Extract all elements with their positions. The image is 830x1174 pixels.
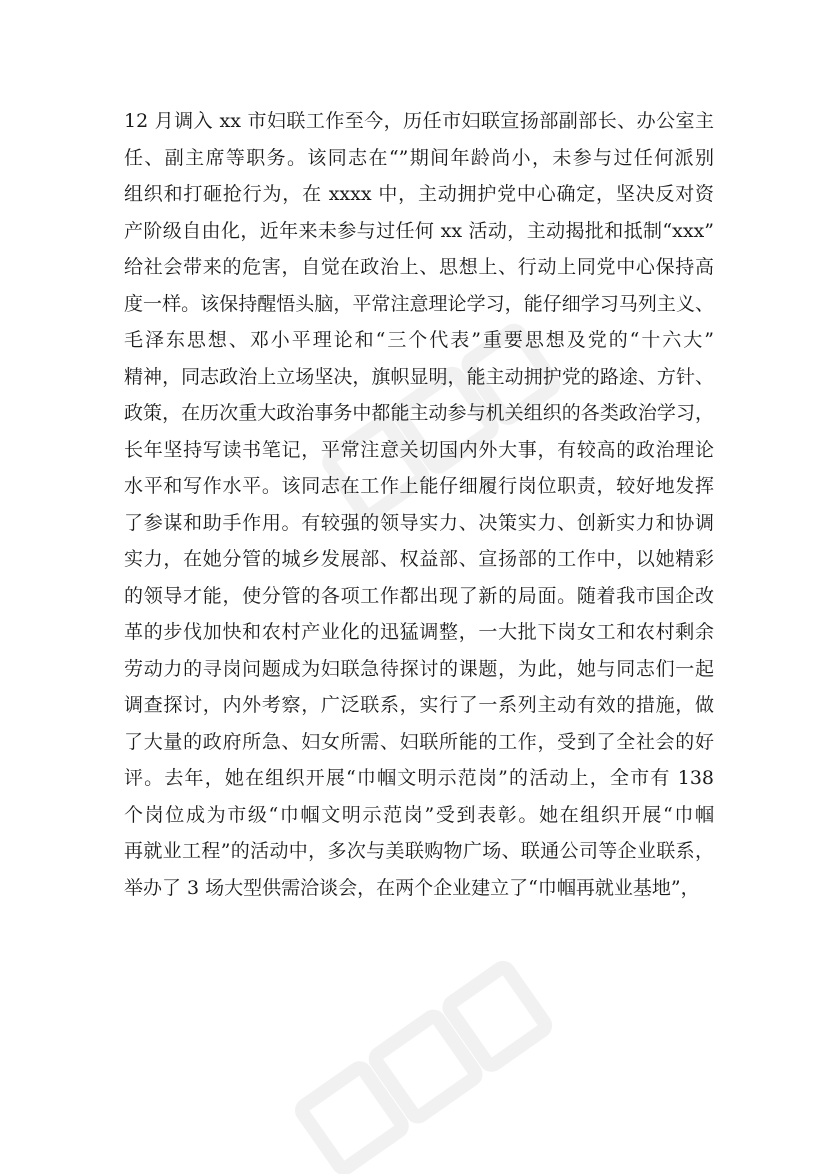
text-line: 个岗位成为市级“巾帼文明示范岗”受到表彰。她在组织开展“巾帼	[124, 803, 714, 826]
text-line: 任、副主席等职务。该同志在“”期间年龄尚小，未参与过任何派别	[124, 146, 714, 169]
watermark-bottom-center	[260, 950, 590, 1174]
body-text	[124, 103, 714, 906]
text-line: 精神，同志政治上立场坚决，旗帜显明，能主动拥护党的路途、方针、	[124, 365, 714, 388]
text-line: 了大量的政府所急、妇女所需、妇联所能的工作，受到了全社会的好	[124, 730, 714, 753]
text-line: 12 月调入 xx 市妇联工作至今，历任市妇联宣扬部副部长、办公室主	[124, 110, 714, 132]
text-line: 革的步伐加快和农村产业化的迅猛调整，一大批下岗女工和农村剩余	[124, 621, 714, 643]
text-line: 劳动力的寻岗问题成为妇联急待探讨的课题，为此，她与同志们一起	[124, 657, 714, 680]
text-line: 产阶级自由化，近年来未参与过任何 xx 活动，主动揭批和抵制“xxx”	[124, 219, 714, 242]
text-line: 的领导才能，使分管的各项工作都出现了新的局面。随着我市国企改	[124, 584, 714, 607]
text-line: 政策，在历次重大政治事务中都能主动参与机关组织的各类政治学习，	[124, 402, 714, 424]
text-line: 了参谋和助手作用。有较强的领导实力、决策实力、创新实力和协调	[124, 511, 714, 534]
text-line: 毛泽东思想、邓小平理论和“三个代表”重要思想及党的“十六大”	[124, 329, 714, 351]
text-line: 给社会带来的危害，自觉在政治上、思想上、行动上同党中心保持高	[124, 256, 714, 278]
text-line: 组织和打砸抢行为，在 xxxx 中，主动拥护党中心确定，坚决反对资	[124, 183, 714, 205]
text-line: 水平和写作水平。该同志在工作上能仔细履行岗位职责，较好地发挥	[124, 475, 714, 497]
text-line: 再就业工程”的活动中，多次与美联购物广场、联通公司等企业联系，	[124, 840, 714, 862]
text-line: 度一样。该保持醒悟头脑，平常注意理论学习，能仔细学习马列主义、	[124, 292, 714, 315]
text-line: 评。去年，她在组织开展“巾帼文明示范岗”的活动上，全市有 138	[124, 767, 714, 789]
text-line: 举办了 3 场大型供需洽谈会，在两个企业建立了“巾帼再就业基地”，	[124, 876, 700, 899]
text-line: 长年坚持写读书笔记，平常注意关切国内外大事，有较高的政治理论	[124, 438, 714, 461]
text-line: 调查探讨，内外考察，广泛联系，实行了一系列主动有效的措施，做	[124, 694, 714, 716]
text-line: 实力，在她分管的城乡发展部、权益部、宣扬部的工作中，以她精彩	[124, 548, 714, 570]
